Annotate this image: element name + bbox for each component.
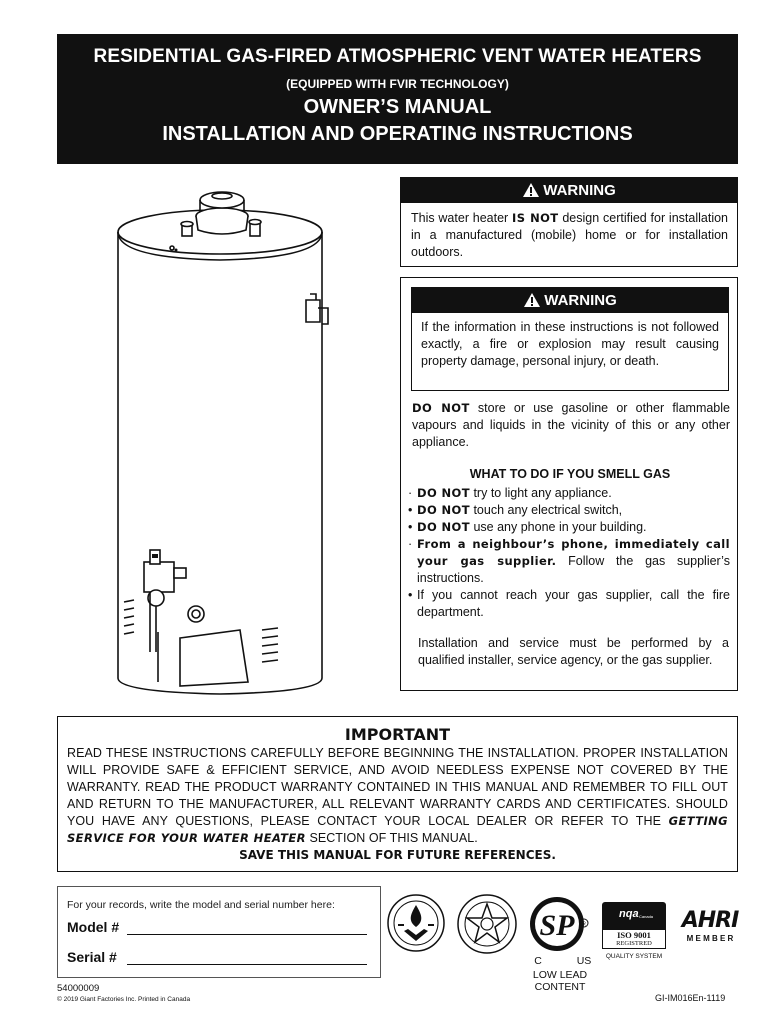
records-box (57, 886, 381, 978)
flammable-warning: DO NOT store or use gasoline or other flammable vapours and liquids in the vicinity of this or any other appliance. (412, 401, 730, 449)
save-manual-note: SAVE THIS MANUAL FOR FUTURE REFERENCES. (239, 848, 556, 862)
serial-number-line[interactable] (127, 964, 367, 965)
warning-inner-text: If the information in these instructions is not followed exactly, a fire or explosion may result causing property damage, personal injury, or death. (421, 320, 719, 368)
title-banner (57, 34, 738, 164)
warning-bar (412, 288, 728, 313)
warning-box-gas (400, 277, 738, 691)
document-number: 54000009 (57, 983, 100, 994)
warning-triangle-icon (523, 292, 541, 308)
instructions-title: INSTALLATION AND OPERATING INSTRUCTIONS (162, 123, 633, 145)
smell-gas-list (408, 485, 730, 621)
nqa-iso-logo: nqa Canada ISO 9001 REGISTRED QUALITY SYSTEM (602, 902, 666, 960)
water-heater-illustration (110, 182, 350, 702)
svg-text:SP: SP (539, 909, 575, 942)
service-note: Installation and service must be performed by a qualified installer, service agency, or the gas supplier. (418, 636, 729, 667)
serial-label: Serial # (67, 949, 117, 965)
list-item: • DO NOT touch any electrical switch, (408, 503, 623, 517)
star-seal-icon (456, 893, 518, 955)
warning-label: WARNING (544, 292, 617, 309)
warning-triangle-icon (522, 182, 540, 198)
csa-us-label: US (576, 955, 592, 967)
warning-inner-box (411, 287, 729, 391)
csa-c-label: C (534, 955, 542, 967)
model-number-line[interactable] (127, 934, 367, 935)
document-title: RESIDENTIAL GAS-FIRED ATMOSPHERIC VENT WATER HEATERS (93, 46, 702, 67)
footer-left (57, 983, 190, 1003)
warning-box-installation (400, 177, 738, 267)
csa-logo-icon (528, 893, 590, 955)
document-code: GI-IM016En-1119 (655, 993, 726, 1003)
smell-gas-heading: WHAT TO DO IF YOU SMELL GAS (469, 467, 671, 481)
warning-bar (401, 178, 737, 203)
ahri-member-logo: AHRI M E M B E R (681, 908, 739, 943)
list-item: • DO NOT use any phone in your building. (408, 520, 647, 534)
list-item: · DO NOT try to light any appliance. (408, 486, 612, 500)
important-text: READ THESE INSTRUCTIONS CAREFULLY BEFORE BEGINNING THE INSTALLATION. PROPER INSTALLATION WILL PROVIDE SAFE & EFFICIENT SERVICE, AND AVOID NEEDLESS EXPENSE NOT COVERED BY THE WARRANTY. READ THE PRODUCT WARRANTY CONTAINED IN THIS MANUAL AND REMEMBER TO FILL OUT AND RETURN TO THE MANUFACTURER, ALL RELEVANT WARRANTY CARDS AND CERTIFICATES. SHOULD YOU HAVE ANY QUESTIONS, PLEASE CONTACT YOUR LOCAL DEALER OR REFER TO THE GETTING SERVICE FOR YOUR WATER HEATER SECTION OF THIS MANUAL. (67, 746, 728, 845)
copyright-text: © 2019 Giant Factories Inc. Printed in Canada (57, 996, 191, 1003)
list-item: • If you cannot reach your gas supplier, call the fire department. (408, 588, 730, 619)
records-prompt: For your records, write the model and serial number here: (67, 899, 335, 911)
manual-title: OWNER’S MANUAL (303, 96, 492, 118)
model-label: Model # (67, 919, 120, 935)
document-subtitle: (EQUIPPED WITH FVIR TECHNOLOGY) (286, 77, 509, 91)
warning-text: This water heater IS NOT design certified for installation in a manufactured (mobile) home or for installation outdoors. (411, 211, 728, 259)
svg-text:R: R (582, 921, 586, 928)
certification-seal-icon (386, 893, 446, 953)
important-heading: IMPORTANT (344, 725, 451, 744)
important-box (57, 716, 738, 872)
iso-badge: ISO 9001 REGISTRED (602, 929, 666, 949)
low-lead-label: LOW LEAD CONTENT (532, 969, 588, 993)
list-item: · From a neighbour’s phone, immediately call your gas supplier. Follow the gas supplier’s instructions. (408, 537, 730, 585)
warning-label: WARNING (543, 182, 616, 199)
nqa-badge: nqa Canada (602, 902, 666, 929)
